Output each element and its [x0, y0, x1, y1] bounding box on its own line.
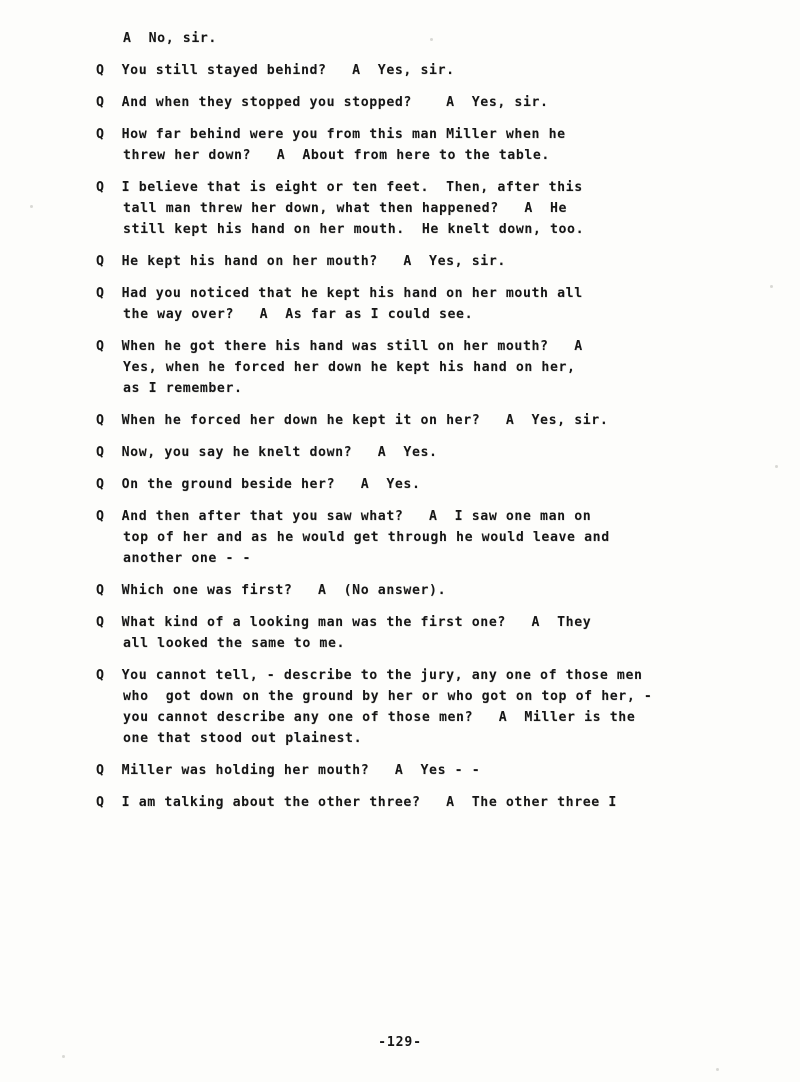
qa-block: [96, 336, 756, 399]
transcript-line-primary: Q Now, you say he knelt down? A Yes.: [96, 445, 438, 460]
transcript-line-primary: Q Which one was first? A (No answer).: [96, 583, 447, 598]
transcript-line-continuation: still kept his hand on her mouth. He knelt down, too.: [123, 222, 585, 237]
transcript-line-primary: Q What kind of a looking man was the first one? A They: [96, 615, 592, 630]
paper-speck: [775, 465, 778, 468]
qa-block: [96, 92, 756, 113]
transcript-line-primary: Q When he got there his hand was still on her mouth? A: [96, 339, 583, 354]
qa-block: [96, 251, 756, 272]
qa-block: [96, 60, 756, 81]
transcript-line-continuation: another one - -: [123, 551, 252, 566]
qa-block: [96, 442, 756, 463]
transcript-line-continuation: Yes, when he forced her down he kept his hand on her,: [123, 360, 576, 375]
qa-block: [96, 792, 756, 813]
transcript-line-continuation: top of her and as he would get through he would leave and: [123, 530, 610, 545]
transcript-line-continuation: one that stood out plainest.: [123, 731, 363, 746]
qa-block: [96, 28, 756, 49]
transcript-line-primary: Q And then after that you saw what? A I saw one man on: [96, 509, 592, 524]
qa-block: [96, 580, 756, 601]
qa-block: [96, 124, 756, 166]
transcript-line-continuation: the way over? A As far as I could see.: [123, 307, 474, 322]
transcript-line-primary: Q He kept his hand on her mouth? A Yes, sir.: [96, 254, 506, 269]
qa-block: [96, 760, 756, 781]
transcript-line-primary: Q When he forced her down he kept it on her? A Yes, sir.: [96, 413, 609, 428]
transcript-line-primary: Q Miller was holding her mouth? A Yes - -: [96, 763, 481, 778]
qa-block: [96, 474, 756, 495]
paper-speck: [62, 1055, 65, 1058]
transcript-line-primary: Q You still stayed behind? A Yes, sir.: [96, 63, 455, 78]
page-number: -129-: [378, 1035, 422, 1050]
transcript-body: [96, 28, 756, 824]
transcript-line-primary: A No, sir.: [123, 31, 217, 46]
transcript-line-primary: Q On the ground beside her? A Yes.: [96, 477, 421, 492]
qa-block: [96, 410, 756, 431]
qa-block: [96, 283, 756, 325]
paper-speck: [770, 285, 773, 288]
transcript-line-primary: Q I believe that is eight or ten feet. Then, after this: [96, 180, 583, 195]
transcript-line-continuation: all looked the same to me.: [123, 636, 346, 651]
paper-speck: [716, 1068, 719, 1071]
transcript-line-continuation: tall man threw her down, what then happened? A He: [123, 201, 568, 216]
transcript-line-primary: Q Had you noticed that he kept his hand on her mouth all: [96, 286, 583, 301]
qa-block: [96, 506, 756, 569]
transcript-line-continuation: who got down on the ground by her or who got on top of her, -: [123, 689, 653, 704]
transcript-line-primary: Q How far behind were you from this man Miller when he: [96, 127, 566, 142]
transcript-line-primary: Q And when they stopped you stopped? A Yes, sir.: [96, 95, 549, 110]
qa-block: [96, 612, 756, 654]
transcript-line-primary: Q I am talking about the other three? A The other three I: [96, 795, 617, 810]
paper-speck: [30, 205, 33, 208]
transcript-line-continuation: as I remember.: [123, 381, 243, 396]
transcript-line-continuation: threw her down? A About from here to the table.: [123, 148, 550, 163]
transcript-line-primary: Q You cannot tell, - describe to the jury, any one of those men: [96, 668, 643, 683]
qa-block: [96, 665, 756, 749]
qa-block: [96, 177, 756, 240]
transcript-line-continuation: you cannot describe any one of those men? A Miller is the: [123, 710, 636, 725]
